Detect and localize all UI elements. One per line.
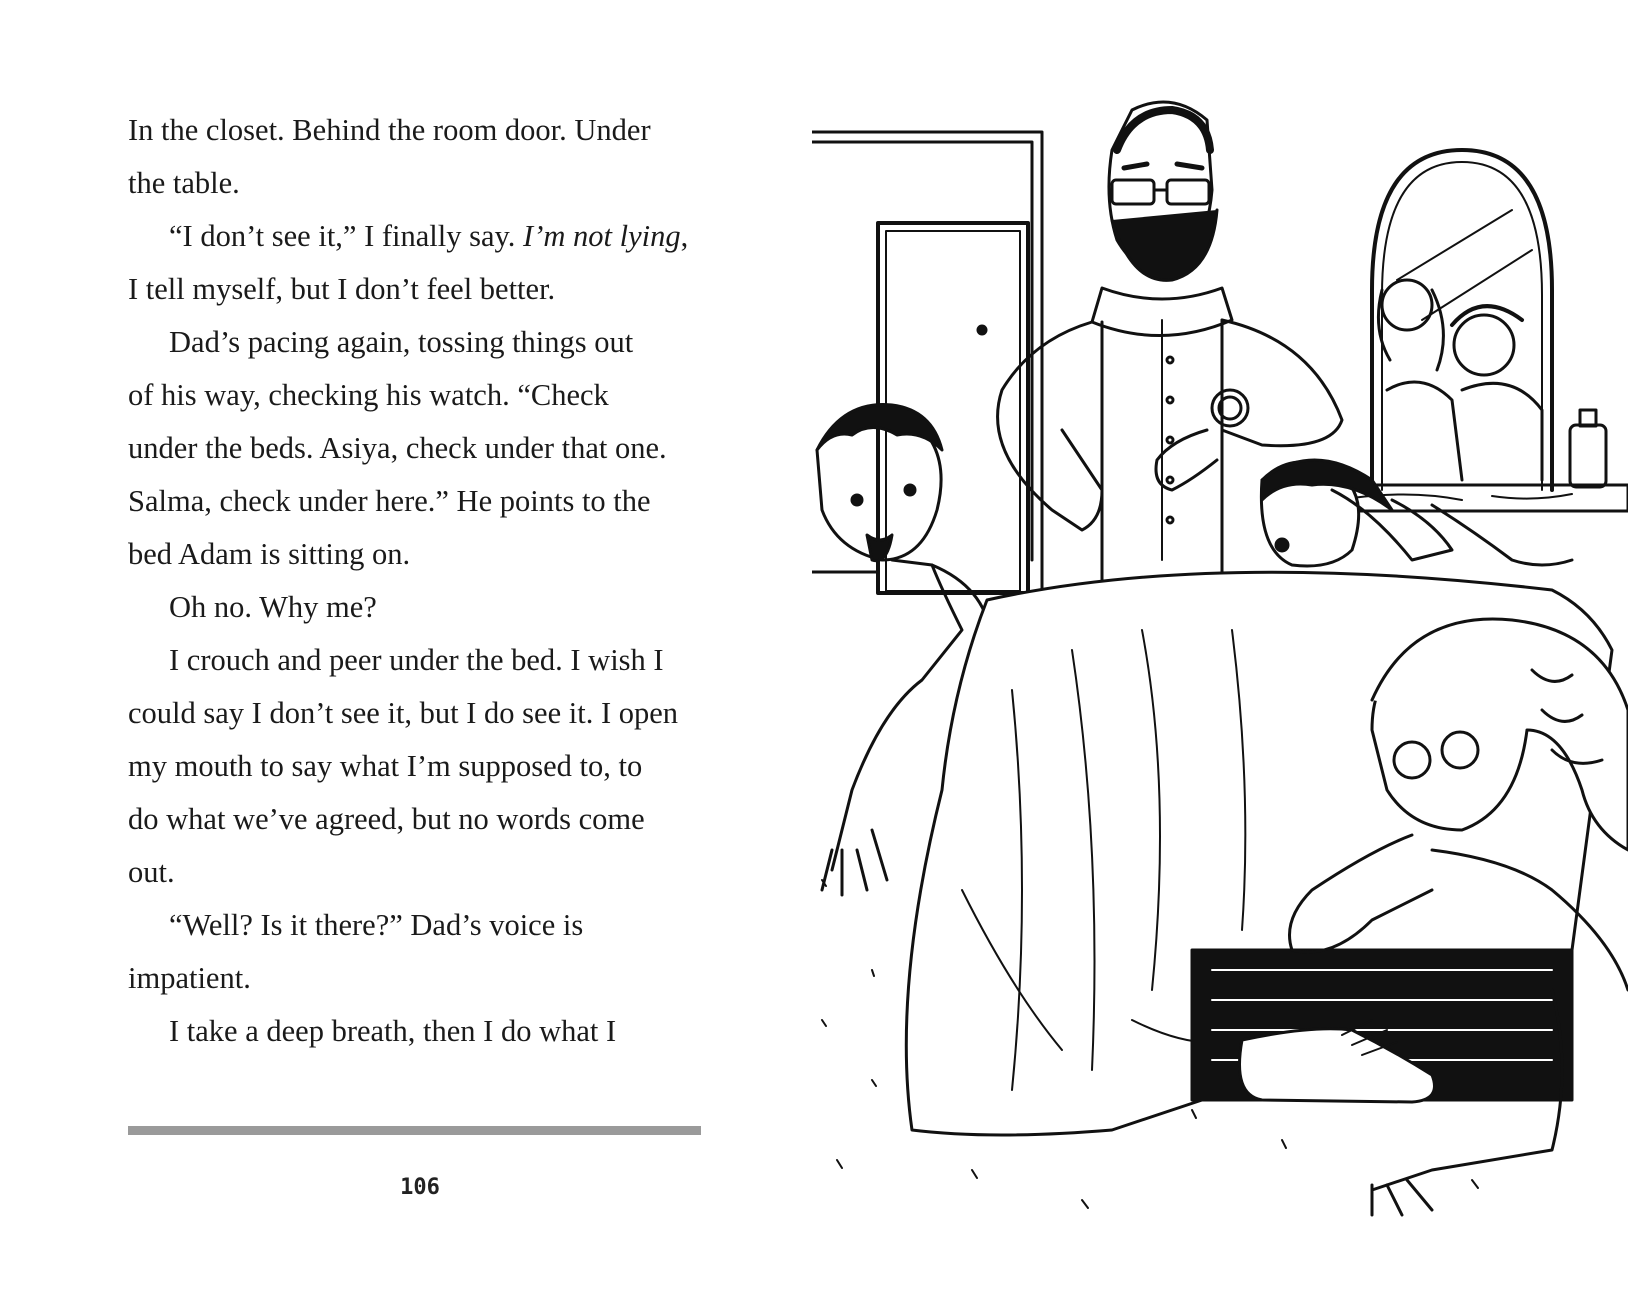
left-page	[0, 0, 790, 1296]
illustration	[812, 90, 1628, 1270]
paragraph-5: I crouch and peer under the bed. I wish I could say I don’t see it, but I do see it. I open my mouth to say what I’m supposed to, to do what we’ve agreed, but no words come out.	[128, 643, 679, 889]
mirror	[1372, 150, 1552, 490]
bedroom-scene-illustration	[812, 90, 1628, 1270]
body-text	[128, 104, 728, 1058]
page-number: 106	[400, 1175, 440, 1200]
paragraph-7: I take a deep breath, then I do what I	[169, 1014, 617, 1048]
door	[812, 132, 1042, 593]
paragraph-1: In the closet. Behind the room door. Under the table.	[128, 113, 651, 200]
paragraph-2: “I don’t see it,” I finally say. I’m not lying, I tell myself, but I don’t feel better.	[128, 219, 689, 306]
asiya-peeking	[1261, 460, 1572, 566]
footer-rule	[128, 1126, 701, 1135]
paragraph-3: Dad’s pacing again, tossing things out of his way, checking his watch. “Check under the beds. Asiya, check under that one. Salma, check under here.” He points to the bed Adam is sitting on.	[128, 325, 667, 571]
paragraph-4: Oh no. Why me?	[169, 590, 377, 624]
paragraph-6: “Well? Is it there?” Dad’s voice is impatient.	[128, 908, 584, 995]
